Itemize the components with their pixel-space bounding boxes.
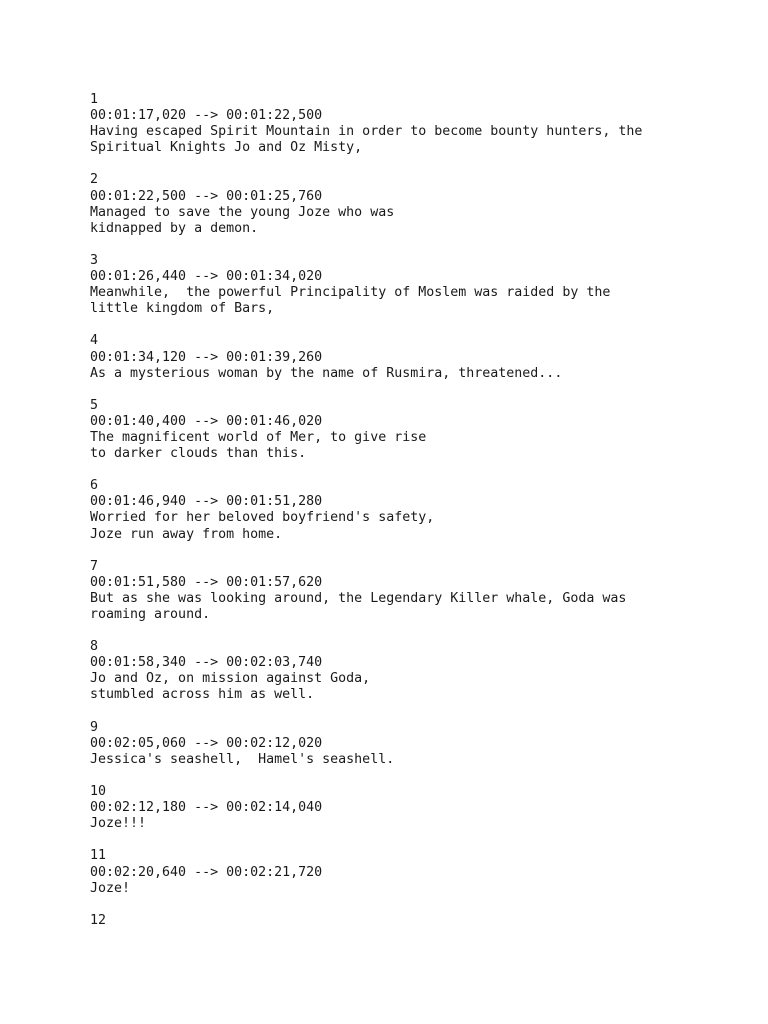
subtitle-cue [90, 913, 750, 929]
cue-text-line: As a mysterious woman by the name of Rusmira, threatened... [90, 365, 563, 381]
cue-text-line: Spiritual Knights Jo and Oz Misty, [90, 140, 363, 156]
cue-index: 8 [90, 639, 99, 655]
cue-text-line: Jo and Oz, on mission against Goda, [90, 671, 371, 687]
cue-text-line: Managed to save the young Joze who was [90, 204, 395, 220]
cue-text-line: The magnificent world of Mer, to give rise [90, 429, 427, 445]
cue-index: 3 [90, 252, 99, 268]
cue-timing: 00:01:58,340 --> 00:02:03,740 [90, 655, 323, 671]
cue-index: 9 [90, 719, 99, 735]
cue-index: 12 [90, 912, 107, 928]
subtitle-cue [90, 720, 750, 768]
subtitle-cue [90, 92, 750, 156]
subtitle-cue [90, 639, 750, 703]
cue-timing: 00:01:46,940 --> 00:01:51,280 [90, 494, 323, 510]
cue-index: 11 [90, 848, 107, 864]
cue-text-line: little kingdom of Bars, [90, 301, 275, 317]
cue-text-line: Jessica's seashell, Hamel's seashell. [90, 751, 395, 767]
cue-index: 4 [90, 333, 99, 349]
subtitle-cue [90, 478, 750, 542]
subtitle-document [90, 92, 750, 945]
cue-timing: 00:02:05,060 --> 00:02:12,020 [90, 735, 323, 751]
cue-index: 7 [90, 558, 99, 574]
cue-timing: 00:01:26,440 --> 00:01:34,020 [90, 269, 323, 285]
cue-timing: 00:01:22,500 --> 00:01:25,760 [90, 188, 323, 204]
cue-timing: 00:02:20,640 --> 00:02:21,720 [90, 864, 323, 880]
subtitle-cue [90, 172, 750, 236]
cue-text-line: Having escaped Spirit Mountain in order to become bounty hunters, the [90, 124, 643, 140]
cue-timing: 00:01:51,580 --> 00:01:57,620 [90, 574, 323, 590]
cue-text-line: Joze!!! [90, 816, 147, 832]
cue-index: 2 [90, 172, 99, 188]
cue-index: 6 [90, 478, 99, 494]
subtitle-cue [90, 559, 750, 623]
cue-text-line: But as she was looking around, the Legendary Killer whale, Goda was [90, 590, 627, 606]
cue-text-line: Joze run away from home. [90, 526, 283, 542]
cue-index: 1 [90, 92, 99, 107]
cue-timing: 00:01:40,400 --> 00:01:46,020 [90, 413, 323, 429]
cue-timing: 00:02:12,180 --> 00:02:14,040 [90, 800, 323, 816]
subtitle-cue [90, 253, 750, 317]
cue-timing: 00:01:34,120 --> 00:01:39,260 [90, 349, 323, 365]
subtitle-cue [90, 333, 750, 381]
cue-text-line: roaming around. [90, 607, 211, 622]
cue-text-line: Worried for her beloved boyfriend's safety, [90, 510, 435, 526]
cue-timing: 00:01:17,020 --> 00:01:22,500 [90, 108, 323, 124]
cue-text-line: stumbled across him as well. [90, 687, 315, 703]
cue-text-line: Joze! [90, 880, 131, 896]
cue-text-line: kidnapped by a demon. [90, 220, 259, 236]
cue-index: 10 [90, 784, 107, 800]
subtitle-cue [90, 848, 750, 896]
cue-text-line: to darker clouds than this. [90, 446, 307, 462]
cue-index: 5 [90, 397, 99, 413]
subtitle-cue [90, 784, 750, 832]
cue-text-line: Meanwhile, the powerful Principality of Moslem was raided by the [90, 285, 611, 301]
subtitle-cue [90, 398, 750, 462]
